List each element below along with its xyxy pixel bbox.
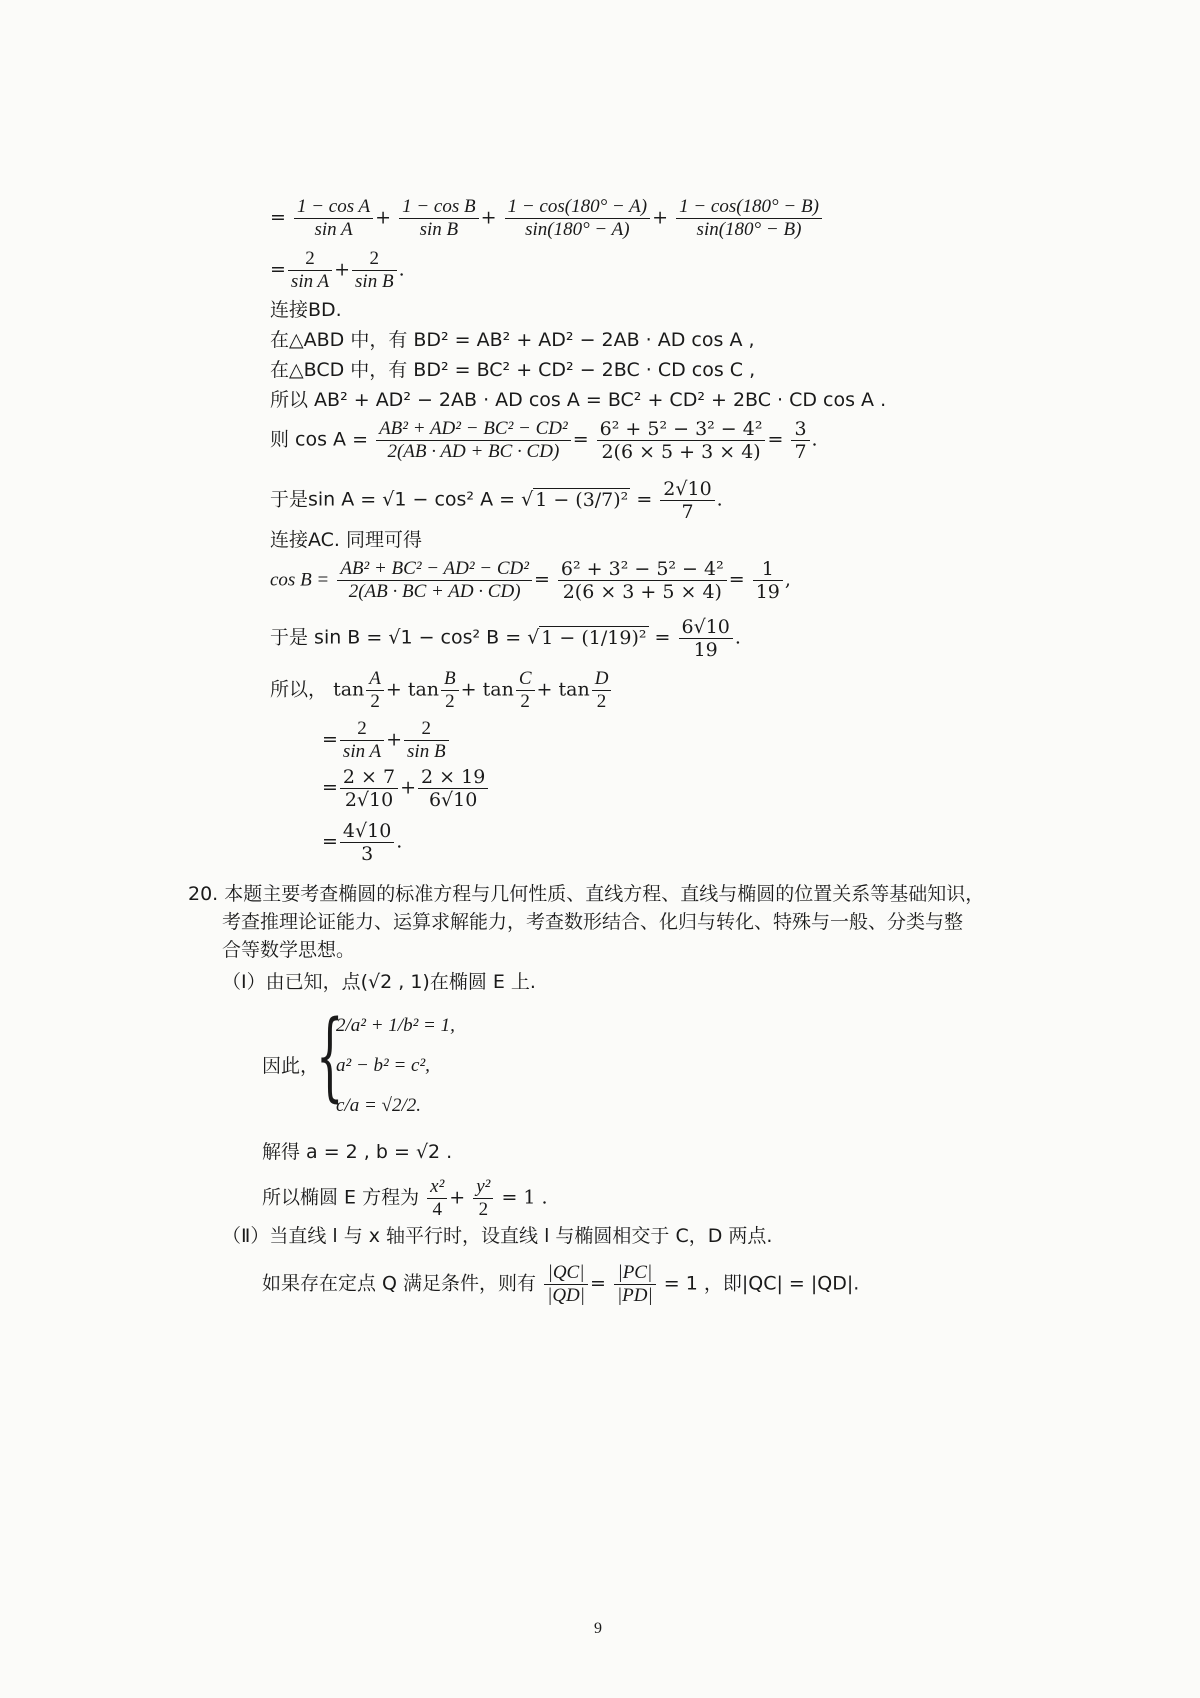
part-2-header (222, 1224, 772, 1248)
text-line: 连接AC. 同理可得 (270, 529, 423, 551)
tan-label: tan (333, 678, 365, 701)
numerator: 3 (791, 418, 809, 441)
fraction (516, 668, 535, 713)
denominator: |QD| (547, 1285, 585, 1306)
denominator: sin(180° − B) (696, 219, 802, 240)
prefix: 所以椭圆 E 方程为 (262, 1186, 420, 1209)
denominator: sin B (407, 741, 446, 762)
numerator: 1 − cos B (399, 196, 479, 219)
prefix: 如果存在定点 Q 满足条件，则有 (262, 1272, 537, 1295)
equation-line-14: = $\frac{2 \times 7}{2√10}$ + $\frac{2 \times 19}{6√10}$ (322, 766, 490, 811)
fraction (399, 196, 479, 241)
numerator: 2 (340, 718, 384, 741)
fraction (294, 196, 373, 241)
fraction (418, 766, 488, 811)
page-number: 9 (594, 1620, 602, 1637)
denominator: 2 (445, 691, 455, 712)
suffix: = 1 ，即|QC| = |QD|. (663, 1272, 860, 1295)
tan-label: tan (558, 678, 590, 701)
denominator: 2 (596, 691, 607, 712)
condition-line: 如果存在定点 Q 满足条件，则有 $\frac{|QC|}{|QD|}$ = $\frac{|PC|}{|PD|}$ = 1 ，即|QC| = |QD|. (262, 1262, 860, 1306)
numerator: 6² + 3² − 5² − 4² (558, 558, 727, 581)
part-label: （Ⅱ） (222, 1225, 270, 1247)
suffix: = 1 . (501, 1186, 548, 1209)
denominator: 2(AB · BC + AD · CD) (348, 581, 521, 602)
prefix: 则 cos A = (270, 428, 369, 451)
prefix: 所以， (270, 678, 328, 701)
radicand: 1 − (1/19)² (541, 626, 647, 649)
text-line: 在△BCD 中，有 BD² = BC² + CD² − 2BC · CD cos C , (270, 359, 756, 381)
ellipse-equation-line: 所以椭圆 E 方程为 $\frac{\text{x²}}{4}$ + $\frac{\text{y²}}{2}$ = 1 . (262, 1176, 548, 1220)
numerator: 2 (352, 248, 397, 271)
fraction (340, 766, 398, 811)
tan-label: tan (482, 678, 514, 701)
system-eq-1: 2/a² + 1/b² = 1, (336, 1015, 455, 1036)
fraction (544, 1262, 588, 1307)
fraction (376, 418, 571, 463)
numerator: 2√10 (660, 478, 714, 501)
numerator: |QC| (544, 1262, 588, 1285)
numerator: D (592, 668, 612, 691)
text-line: 在△ABD 中，有 BD² = AB² + AD² − 2AB · AD cos A , (270, 329, 755, 351)
denominator: sin A (342, 741, 382, 762)
brace-symbol: { (316, 1000, 344, 1112)
fraction (288, 248, 332, 293)
intro-text: 本题主要考查椭圆的标准方程与几何性质、直线方程、直线与椭圆的位置关系等基础知识， (224, 883, 985, 905)
text-line: 连接BD. (270, 299, 342, 321)
denominator: 2(6 × 5 + 3 × 4) (601, 441, 761, 463)
fraction (679, 616, 733, 661)
numerator: C (516, 668, 535, 691)
denominator: 2 (370, 691, 380, 712)
fraction (337, 558, 532, 603)
numerator: 4√10 (340, 820, 394, 843)
denominator: 2(6 × 3 + 5 × 4) (562, 581, 722, 603)
fraction (753, 558, 783, 603)
denominator: 2 (478, 1199, 489, 1220)
equation-line-sinB: 于是 sin B = √1 − cos² B = √ 1 − (1/19)² = $\frac{6√10}{19}$ . (270, 616, 741, 661)
denominator: 3 (361, 843, 374, 865)
equation-line-tan-sum: 所以， tan $\frac{A}{2}$ + tan $\frac{B}{2}$ + tan $\frac{C}{2}$ + tan $\frac{D}{2}$ (270, 668, 613, 713)
denominator: 19 (755, 581, 780, 603)
system-eq-3: c/a = √2/2. (336, 1095, 421, 1116)
numerator: 1 − cos(180° − B) (676, 196, 822, 219)
fraction (614, 1262, 656, 1307)
numerator: y² (473, 1176, 493, 1199)
fraction (592, 668, 612, 713)
solution-line: 解得 a = 2 , b = √2 . (262, 1141, 453, 1163)
fraction (558, 558, 727, 603)
system-eq-2: a² − b² = c², (336, 1055, 430, 1076)
question-20-intro-2: 考查推理论证能力、运算求解能力，考查数形结合、化归与转化、特殊与一般、分类与整 (222, 911, 964, 933)
numerator: 2 × 19 (418, 766, 488, 789)
question-20-intro-3: 合等数学思想。 (222, 939, 356, 961)
fraction (660, 478, 714, 523)
fraction (404, 718, 449, 763)
therefore-label: 因此， (262, 1055, 320, 1077)
question-20-intro (188, 882, 984, 906)
numerator: 2 × 7 (340, 766, 398, 789)
denominator: 4 (432, 1199, 442, 1220)
part-text: 由已知，点(√2 , 1)在椭圆 E 上. (265, 971, 536, 993)
fraction (597, 418, 766, 463)
numerator: 2 (404, 718, 449, 741)
denominator: 2 (520, 691, 530, 712)
equation-line-sinA: 于是sin A = √1 − cos² A = √ 1 − (3/7)² = $\frac{2√10}{7}$ . (270, 478, 723, 523)
equation-line-13: = $\frac{2}{\text{sin A}}$ + $\frac{2}{\text{sin B}}$ (322, 718, 451, 763)
denominator: 7 (794, 441, 807, 463)
fraction (505, 196, 651, 241)
numerator: B (441, 668, 459, 691)
prefix: 于是 sin B = √1 − cos² B = (270, 626, 528, 649)
denominator: sin B (355, 271, 394, 292)
denominator: 2√10 (344, 789, 394, 811)
denominator: |PD| (616, 1285, 653, 1306)
radicand: 1 − (3/7)² (535, 488, 629, 511)
part-text: 当直线 l 与 x 轴平行时，设直线 l 与椭圆相交于 C，D 两点. (269, 1225, 773, 1247)
numerator: 1 − cos(180° − A) (505, 196, 651, 219)
fraction (441, 668, 459, 713)
numerator: 1 − cos A (294, 196, 373, 219)
equation-line-cosA: 则 cos A = $\frac{\text{AB² + AD² − BC² − CD²}}{2(AB \cdot AD + BC \cdot CD)}$ = $\frac{\text{6² + 5² − 3² − 4²}}{2(6 \times 5 + 3 \times 4)}$ = $\frac{3}{7}$ . (270, 418, 818, 463)
denominator: sin(180° − A) (525, 219, 630, 240)
fraction (352, 248, 397, 293)
equation-line-2: = $\frac{2}{\text{sin A}}$ + $\frac{2}{\text{sin B}}$ . (270, 248, 405, 292)
numerator: AB² + BC² − AD² − CD² (337, 558, 532, 581)
denominator: 19 (693, 639, 718, 661)
denominator: 6√10 (428, 789, 478, 811)
prefix: 于是sin A = √1 − cos² A = (270, 488, 522, 511)
fraction (473, 1176, 493, 1221)
text-line: 所以 AB² + AD² − 2AB · AD cos A = BC² + CD² + 2BC · CD cos A . (270, 389, 887, 411)
fraction (340, 820, 394, 865)
fraction (340, 718, 384, 763)
numerator: |PC| (614, 1262, 656, 1285)
numerator: 6√10 (679, 616, 733, 639)
denominator: 2(AB · AD + BC · CD) (387, 441, 560, 462)
denominator: sin A (314, 219, 353, 240)
numerator: 2 (288, 248, 332, 271)
denominator: sin B (419, 219, 459, 240)
numerator: 1 (753, 558, 783, 581)
equation-line-cosB: cos B = $\frac{\text{AB² + BC² − AD² − CD²}}{2(AB \cdot BC + AD \cdot CD)}$ = $\frac{\text{6² + 3² − 5² − 4²}}{2(6 \times 3 + 5 \times 4)}$ = $\frac{1}{19}$ , (270, 558, 791, 603)
equals-sign: = (270, 206, 286, 229)
numerator: A (366, 668, 384, 691)
tan-label: tan (407, 678, 440, 701)
part-label: （Ⅰ） (222, 971, 266, 993)
denominator: 7 (681, 501, 694, 523)
numerator: 6² + 5² − 3² − 4² (597, 418, 766, 441)
equation-line-1: = $\frac{\text{1 − cos A}}{\text{sin A}}$ + $\frac{\text{1 − cos B}}{\text{sin B}}$ + $\frac{1 - \cos(180^\circ - A)}{\sin(180^\circ - A)}$ + $\frac{1 - \cos(180^\circ - B)}{\sin(180^\circ - B)}$ (270, 196, 824, 241)
numerator: AB² + AD² − BC² − CD² (376, 418, 571, 441)
question-number: 20. (188, 883, 219, 905)
fraction (366, 668, 384, 713)
fraction (791, 418, 809, 463)
denominator: sin A (290, 271, 330, 292)
part-1-header (222, 970, 536, 994)
numerator: x² (427, 1176, 447, 1199)
equation-line-15: = $\frac{4√10}{3}$ . (322, 820, 403, 865)
fraction (676, 196, 822, 241)
prefix: cos B = (270, 569, 330, 591)
fraction (427, 1176, 447, 1221)
